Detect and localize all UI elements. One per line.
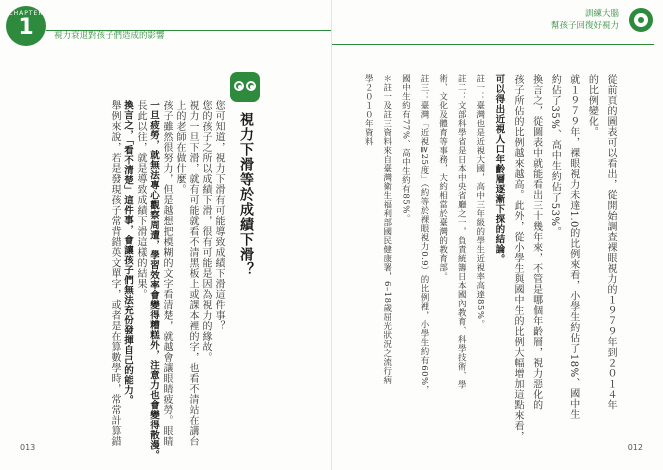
left-text-column: 長此以往，就是導致成績下滑這樣的結果。	[135, 100, 146, 300]
left-text-column: 上的老師在做什麼。	[174, 100, 185, 195]
left-text-column: 您可知道，視力下滑有可能導致成績下滑這件事？	[213, 100, 224, 331]
chapter-number: 1	[18, 15, 34, 40]
page-number-left: 013	[20, 443, 36, 452]
book-header	[551, 8, 619, 32]
right-text-column: 註一：臺灣也是近視大國，高中三年級的學生近視率高達85%。	[474, 74, 485, 329]
right-text-column: 術、文化及體育等事務，大約相當於臺灣的教育部。	[437, 74, 448, 281]
right-text-column: 換言之，從圖表中就能看出三十幾年來，不管是哪個年齡層，視力惡化的	[530, 74, 542, 410]
left-text-column: 您的孩子之所以成績下滑，很有可能是因為視力的緣故。	[200, 100, 211, 363]
left-text-column: 舉例來說，若是發現孩子常背錯英文單字，或者是在算數學時，常常計算錯	[109, 100, 120, 447]
chapter-badge	[6, 6, 46, 46]
left-page	[0, 0, 331, 470]
right-text-column: 註三：臺灣「近視≧25度」（約等於裸眼視力0.9）的比例裡，小學生約有60%，	[419, 74, 429, 395]
right-text-column: 約佔了35%、高中生約佔了53%。	[549, 74, 561, 237]
section-heading: 視力下滑等於成績下滑？	[238, 112, 254, 277]
right-text-column: 的比例變化。	[586, 74, 598, 137]
left-text-column: 視力一旦下滑，就有可能就看不清黑板上或課本裡的字，也看不清站在講台	[187, 100, 198, 447]
book-logo-icon	[629, 8, 653, 32]
right-text-column: 學２０１０年資料	[363, 74, 374, 146]
chapter-label: CHAPTER	[8, 10, 44, 17]
left-text-column: 換言之，「看不清楚」這件事，會讓孩子們無法充份發揮自己的能力。	[122, 100, 133, 406]
book-header-line2: 幫孩子回復好視力	[550, 21, 619, 31]
right-text-column: ＊註一及註三資料來自臺灣衛生福利部國民健康署，6–18歲屈光狀況之流行病	[381, 74, 392, 385]
book-header-line1: 訓練大腦	[584, 9, 619, 19]
right-text-column: 國中生約有77%、高中生約有85%。	[400, 74, 411, 223]
right-text-column: 從前頁的圖表可以看出，從開始調查裸眼視力的１９７９年到２０１４年	[605, 74, 616, 410]
left-text-column: 孩子雖然很努力，但是越想把模糊的文字看清楚，就越會讓眼睛疲勞。眼睛	[161, 100, 172, 447]
right-page	[332, 0, 663, 470]
page-number-right: 012	[627, 443, 643, 452]
right-text-column: 可以得出近視人口年齡層逐漸下探的結論。	[493, 74, 505, 264]
header-rule-right	[332, 44, 654, 45]
right-text-column: 就１９７９年，裸眼視力未達1.0的比例來看，小學生約佔了18%、國中生	[567, 74, 579, 420]
right-text-column: 孩子所佔的比例越來越高。此外，從小學生與國中生的比例大幅增加這點來看，	[512, 74, 523, 442]
right-text-column: 註二：文部科學省是日本中央省廳之一，負責統籌日本國內教育、科學技術、學	[456, 74, 467, 389]
left-text-column: 一旦疲勞，就無法專心觀察周遭，學習效率會變得糟糕外，注意力也會變得散漫。	[148, 100, 159, 460]
chapter-title: 視力衰退對孩子們造成的影響	[54, 31, 165, 41]
eyes-icon	[230, 72, 260, 102]
